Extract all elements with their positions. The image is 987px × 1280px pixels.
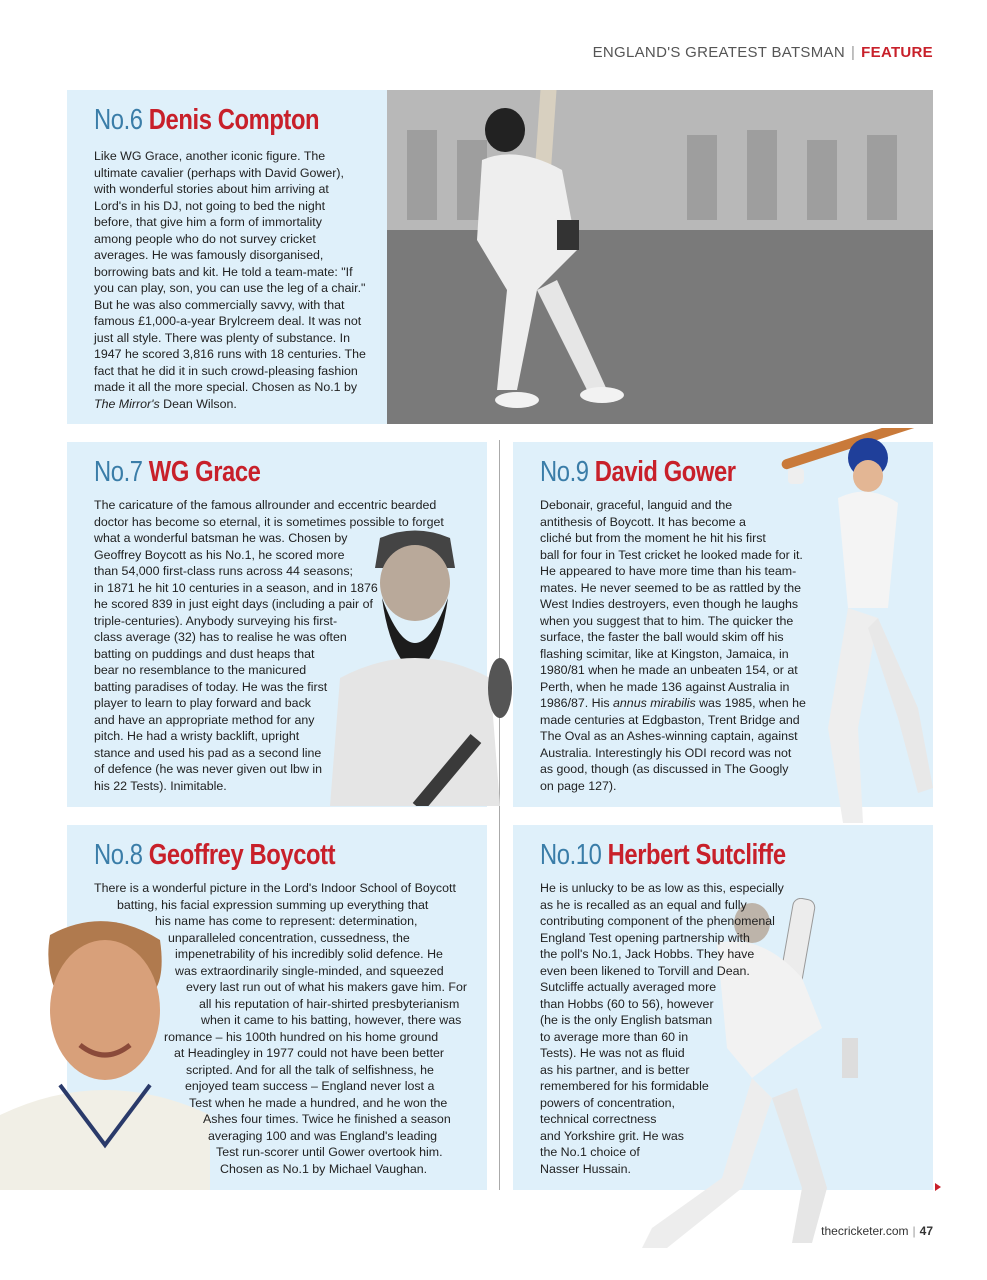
text-line: his name has come to represent: determination,	[155, 914, 418, 928]
grace-name: WG Grace	[148, 456, 261, 488]
text-run: Dean Wilson.	[159, 396, 237, 411]
section-title: ENGLAND'S GREATEST BATSMAN	[592, 44, 845, 61]
text-line: as good, though (as discussed in The Googly	[540, 762, 789, 776]
text-line: cliché but from the moment he hit his first	[540, 531, 766, 545]
text-line: mates. He never seemed to be as rattled by the	[540, 580, 802, 595]
text-line: He appeared to have more time than his team-	[540, 564, 797, 578]
text-line: But he was also commercially savvy, with that	[94, 297, 345, 312]
gower-body	[540, 497, 806, 794]
text-line: West Indies destroyers, even though he laughs	[540, 597, 799, 611]
text-line: powers of concentration,	[540, 1095, 675, 1110]
text-line: as his partner, and is better	[540, 1062, 690, 1077]
text-line: fact that he did it in such crowd-pleasing fashion	[94, 363, 358, 378]
text-line: as he is recalled as an equal and fully	[540, 897, 747, 912]
text-line: Like WG Grace, another iconic figure. The	[94, 149, 326, 163]
text-line: technical correctness	[540, 1112, 657, 1126]
text-line: Nasser Hussain.	[540, 1161, 631, 1176]
text-line: The caricature of the famous allrounder and eccentric bearded	[94, 498, 437, 512]
page-number: 47	[919, 1224, 933, 1238]
text-line: Test when he made a hundred, and he won the	[189, 1095, 448, 1110]
boycott-number: No.8	[94, 839, 143, 871]
text-line: what a wonderful batsman he was. Chosen by	[94, 531, 348, 545]
arrow-right-icon	[935, 1183, 941, 1191]
text-line: England Test opening partnership with	[540, 930, 750, 945]
text-line: triple-centuries). Anybody surveying his first-	[94, 613, 338, 628]
text-line: remembered for his formidable	[540, 1079, 709, 1093]
text-line: Australia. Interestingly his ODI record was not	[540, 745, 792, 760]
text-line: player to learn to play forward and back	[94, 696, 311, 710]
text-line: ultimate cavalier (perhaps with David Gower),	[94, 165, 344, 180]
page-footer	[821, 1224, 933, 1238]
text-line: among people who do not survey cricket	[94, 231, 316, 246]
text-line: pitch. He had a wristy backlift, upright	[94, 729, 300, 743]
compton-number: No.6	[94, 104, 143, 136]
text-line: Ashes four times. Twice he finished a season	[203, 1112, 451, 1126]
text-run: 1986/87. His	[540, 696, 614, 710]
text-line: when you suggest that to him. The quicker the	[540, 613, 794, 628]
gower-heading	[540, 456, 736, 489]
text-line: antithesis of Boycott. It has become a	[540, 514, 746, 529]
text-run: was 1985, when he	[695, 696, 806, 710]
grace-heading	[94, 456, 260, 489]
grace-number: No.7	[94, 456, 143, 488]
sutcliffe-heading	[540, 839, 786, 872]
text-line: borrowing bats and kit. He told a team-mate: "If	[94, 264, 353, 279]
text-line: doctor has become so eternal, it is sometimes possible to forget	[94, 514, 444, 529]
sutcliffe-number: No.10	[540, 839, 602, 871]
text-line: the No.1 choice of	[540, 1145, 640, 1159]
text-line: Tests). He was not as fluid	[540, 1046, 685, 1060]
text-line: There is a wonderful picture in the Lord's Indoor School of Boycott	[94, 881, 456, 895]
text-line: all his reputation of hair-shirted presbyterianism	[199, 996, 460, 1011]
text-line: averages. He was famously disorganised,	[94, 248, 324, 262]
text-line: Test run-scorer until Gower overtook him.	[216, 1145, 443, 1159]
text-line: the poll's No.1, Jack Hobbs. They have	[540, 947, 755, 961]
text-line: bear no resemblance to the manicured	[94, 663, 307, 677]
text-line: famous £1,000-a-year Brylcreem deal. It was not	[94, 314, 362, 328]
text-line: made it all the more special. Chosen as No.1 by	[94, 380, 358, 394]
boycott-body	[94, 880, 467, 1177]
text-line: class average (32) has to realise he was often	[94, 630, 347, 644]
sutcliffe-body	[540, 880, 784, 1177]
text-line: Perth, when he made 136 against Australia in	[540, 679, 790, 694]
text-line: enjoyed team success – England never lost a	[185, 1079, 435, 1093]
text-line: in 1871 he hit 10 centuries in a season, and in 1876	[94, 580, 378, 595]
text-line: 1980/81 when he made an unbeaten 154, or at	[540, 663, 798, 677]
text-line: romance – his 100th hundred on his home ground	[164, 1029, 439, 1044]
text-line: unparalleled concentration, cussedness, the	[168, 930, 410, 945]
header-separator: |	[850, 44, 856, 61]
compton-body	[94, 148, 366, 412]
text-line: you can play, son, you can use the leg of a chair."	[94, 281, 366, 295]
text-line: 1947 he scored 3,816 runs with 18 centuries. The	[94, 347, 366, 361]
text-line: at Headingley in 1977 could not have been better	[174, 1046, 445, 1060]
text-line: Sutcliffe actually averaged more	[540, 980, 717, 994]
compton-photo	[387, 90, 933, 424]
text-line: The Oval as an Ashes-winning captain, against	[540, 729, 798, 743]
text-line: on page 127).	[540, 778, 617, 793]
text-line: ball for four in Test cricket he looked made for it.	[540, 547, 803, 562]
text-line: surface, the faster the ball would skim off his	[540, 630, 784, 644]
text-line: of defence (he was never given out lbw in	[94, 762, 322, 776]
text-line: when it came to his batting, however, there was	[201, 1013, 462, 1027]
sutcliffe-name: Herbert Sutcliffe	[607, 839, 786, 871]
text-line: batting on puddings and dust heaps that	[94, 646, 315, 661]
text-line: before, that give him a form of immortality	[94, 215, 322, 229]
text-line: flashing scimitar, like at Kingston, Jamaica, in	[540, 646, 789, 661]
text-line: and Yorkshire grit. He was	[540, 1128, 684, 1143]
text-line: than Hobbs (60 to 56), however	[540, 996, 714, 1011]
text-line: batting, his facial expression summing up everything that	[117, 897, 429, 912]
text-line: He is unlucky to be as low as this, especially	[540, 881, 784, 895]
feature-label: FEATURE	[861, 44, 933, 61]
boycott-name: Geoffrey Boycott	[148, 839, 336, 871]
grace-body	[94, 497, 444, 794]
footer-separator: |	[912, 1224, 916, 1238]
text-line: Geoffrey Boycott as his No.1, he scored more	[94, 547, 345, 562]
text-line: impenetrability of his incredibly solid defence. He	[175, 947, 443, 961]
text-line: Lord's in his DJ, not going to bed the night	[94, 198, 326, 213]
text-line: Debonair, graceful, languid and the	[540, 498, 733, 512]
text-line: (he is the only English batsman	[540, 1013, 713, 1027]
text-line: contributing component of the phenomenal	[540, 914, 775, 928]
text-line: and have an appropriate method for any	[94, 712, 315, 727]
compton-heading	[94, 104, 319, 137]
text-line: stance and used his pad as a second line	[94, 745, 322, 760]
text-line: scripted. And for all the talk of selfishness, he	[186, 1062, 434, 1077]
boycott-heading	[94, 839, 335, 872]
text-line	[94, 396, 366, 413]
text-line: Chosen as No.1 by Michael Vaughan.	[220, 1161, 428, 1176]
compton-batting-figure	[387, 90, 933, 424]
text-line: made centuries at Edgbaston, Trent Bridge and	[540, 712, 800, 727]
site-name: thecricketer.com	[821, 1224, 909, 1238]
text-line: every last run out of what his makers gave him. For	[186, 980, 467, 994]
italic-text: annus mirabilis	[613, 696, 696, 710]
text-line: was extraordinarily single-minded, and squeezed	[175, 963, 444, 978]
text-line: with wonderful stories about him arriving at	[94, 182, 329, 196]
text-line	[540, 695, 806, 712]
text-line: just all style. There was plenty of substance. In	[94, 330, 350, 345]
text-line: even been likened to Torvill and Dean.	[540, 963, 750, 978]
gower-name: David Gower	[594, 456, 736, 488]
running-header	[593, 44, 933, 61]
italic-text: The Mirror's	[94, 396, 160, 411]
text-line: batting paradises of today. He was the first	[94, 679, 328, 694]
compton-name: Denis Compton	[148, 104, 320, 136]
text-line: averaging 100 and was England's leading	[208, 1128, 438, 1143]
gower-number: No.9	[540, 456, 589, 488]
text-line: his 22 Tests). Inimitable.	[94, 778, 227, 793]
text-line: to average more than 60 in	[540, 1029, 689, 1044]
text-line: than 54,000 first-class runs across 44 seasons;	[94, 564, 353, 578]
text-line: he scored 839 in just eight days (including a pair of	[94, 597, 373, 611]
